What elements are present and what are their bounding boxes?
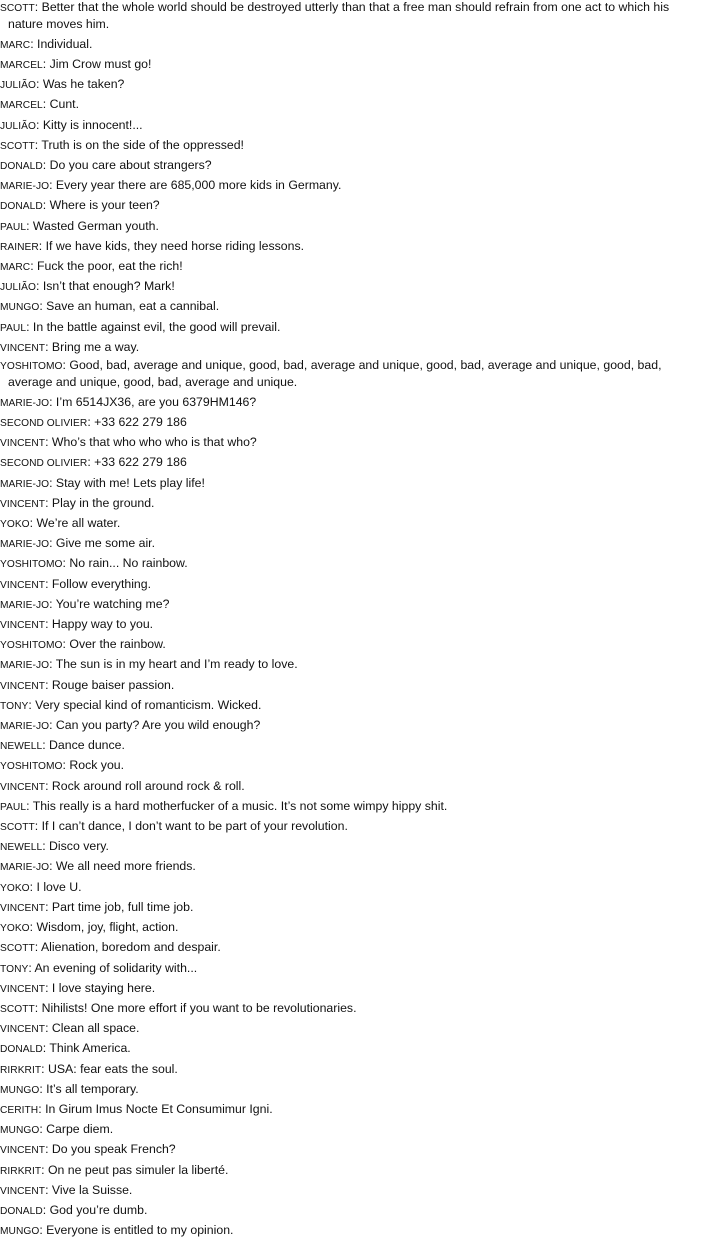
speaker-separator: : xyxy=(49,657,56,672)
speaker-name: JULIÃO xyxy=(0,282,36,294)
dialogue-line xyxy=(0,433,701,453)
speaker-separator: : xyxy=(45,617,52,632)
speaker-name: VINCENT xyxy=(0,1185,46,1197)
dialogue-text: Give me some air. xyxy=(55,536,156,551)
speaker-name: MUNGO xyxy=(0,1226,40,1238)
speaker-separator: : xyxy=(45,1021,52,1036)
dialogue-text: USA: fear eats the soul. xyxy=(47,1061,178,1076)
speaker-name: MARIE-JO xyxy=(0,660,50,672)
dialogue-line xyxy=(0,413,701,433)
speaker-separator: : xyxy=(87,455,95,470)
speaker-separator: : xyxy=(34,1000,42,1015)
dialogue-line xyxy=(0,318,701,338)
speaker-separator: : xyxy=(39,299,47,314)
dialogue-line xyxy=(0,1100,701,1120)
speaker-name: MARCEL xyxy=(0,59,43,71)
speaker-name: MARIE-JO xyxy=(0,397,50,409)
speaker-separator: : xyxy=(35,279,43,294)
speaker-name: VINCENT xyxy=(0,1145,46,1157)
speaker-separator: : xyxy=(42,198,50,213)
speaker-name: VINCENT xyxy=(0,498,46,510)
dialogue-text: Every year there are 685,000 more kids in Germany. xyxy=(55,178,342,193)
dialogue-line xyxy=(0,176,701,196)
speaker-name: SCOTT xyxy=(0,3,35,14)
speaker-separator: : xyxy=(45,980,52,995)
speaker-name: VINCENT xyxy=(0,342,46,354)
dialogue-text: Alienation, boredom and despair. xyxy=(40,940,221,955)
dialogue-line xyxy=(0,0,701,31)
speaker-separator: : xyxy=(45,495,52,510)
dialogue-line xyxy=(0,938,701,958)
speaker-name: DONALD xyxy=(0,161,43,172)
speaker-separator: : xyxy=(41,1061,48,1076)
dialogue-text: Clean all space. xyxy=(51,1021,140,1036)
dialogue-text: An evening of solidarity with... xyxy=(34,960,198,975)
speaker-separator: : xyxy=(38,238,46,253)
dialogue-line xyxy=(0,1120,701,1140)
speaker-name: VINCENT xyxy=(0,438,46,450)
dialogue-text: Better that the whole world should be destroyed utterly than that a free man should refrain from one act to which his nature moves him. xyxy=(8,0,670,31)
dialogue-line xyxy=(0,615,701,635)
dialogue-line xyxy=(0,474,701,494)
speaker-separator: : xyxy=(62,358,70,373)
dialogue-line xyxy=(0,736,701,756)
speaker-separator: : xyxy=(39,1223,47,1238)
dialogue-text: Nihilists! One more effort if you want to be revolutionaries. xyxy=(41,1000,357,1015)
speaker-name: MUNGO xyxy=(0,1084,40,1096)
speaker-separator: : xyxy=(26,798,33,813)
speaker-separator: : xyxy=(42,97,50,112)
speaker-separator: : xyxy=(49,178,56,193)
dialogue-text: You’re watching me? xyxy=(55,596,170,611)
speaker-name: NEWELL xyxy=(0,842,43,854)
dialogue-line xyxy=(0,297,701,317)
dialogue-line xyxy=(0,635,701,655)
speaker-separator: : xyxy=(28,697,36,712)
speaker-separator: : xyxy=(45,778,52,793)
speaker-name: VINCENT xyxy=(0,902,46,914)
dialogue-line xyxy=(0,1201,701,1221)
dialogue-text: On ne peut pas simuler la liberté. xyxy=(47,1162,229,1177)
dialogue-text: Individual. xyxy=(37,36,93,51)
speaker-name: JULIÃO xyxy=(0,120,36,132)
speaker-name: VINCENT xyxy=(0,680,46,692)
speaker-separator: : xyxy=(26,218,33,233)
dialogue-text: Good, bad, average and unique, good, bad, average and unique, good, bad, average and unique, good, bad, average and unique, good, bad, average and unique. xyxy=(8,358,662,389)
dialogue-text: Do you care about strangers? xyxy=(49,158,212,172)
dialogue-text: If we have kids, they need horse riding lessons. xyxy=(45,238,305,253)
speaker-separator: : xyxy=(29,920,37,935)
speaker-name: SECOND OLIVIER xyxy=(0,458,88,470)
dialogue-text: Who’s that who who who is that who? xyxy=(51,435,257,450)
speaker-name: NEWELL xyxy=(0,741,43,753)
speaker-name: MARIE-JO xyxy=(0,181,50,193)
speaker-separator: : xyxy=(29,879,37,894)
dialogue-text: Everyone is entitled to my opinion. xyxy=(46,1223,234,1238)
speaker-separator: : xyxy=(39,1081,47,1096)
dialogue-line xyxy=(0,1221,701,1241)
dialogue-line xyxy=(0,797,701,817)
speaker-separator: : xyxy=(62,637,70,652)
dialogue-text: Follow everything. xyxy=(51,576,152,591)
speaker-separator: : xyxy=(39,1122,47,1137)
dialogue-text: If I can’t dance, I don’t want to be part of your revolution. xyxy=(41,819,348,834)
speaker-name: VINCENT xyxy=(0,579,46,591)
dialogue-text: Wasted German youth. xyxy=(32,218,159,233)
dialogue-line xyxy=(0,918,701,938)
speaker-name: DONALD xyxy=(0,1205,43,1217)
dialogue-line xyxy=(0,655,701,675)
dialogue-line xyxy=(0,277,701,297)
speaker-name: MARC xyxy=(0,262,31,274)
dialogue-text: Isn’t that enough? Mark! xyxy=(42,279,175,294)
speaker-name: TONY xyxy=(0,700,29,712)
speaker-separator: : xyxy=(49,475,56,490)
speaker-name: MARIE-JO xyxy=(0,862,50,874)
dialogue-line xyxy=(0,358,701,389)
dialogue-text: Rock you. xyxy=(69,758,125,773)
speaker-separator: : xyxy=(42,56,50,71)
dialogue-line xyxy=(0,1181,701,1201)
dialogue-line xyxy=(0,393,701,413)
dialogue-text: +33 622 279 186 xyxy=(94,415,187,430)
dialogue-line xyxy=(0,1039,701,1059)
dialogue-text: We all need more friends. xyxy=(55,859,196,874)
speaker-separator: : xyxy=(49,394,56,409)
dialogue-text: In the battle against evil, the good will prevail. xyxy=(32,319,281,334)
speaker-separator: : xyxy=(34,137,42,152)
speaker-name: MARC xyxy=(0,39,31,51)
dialogue-text: Very special kind of romanticism. Wicked. xyxy=(35,697,262,712)
dialogue-text: Truth is on the side of the oppressed! xyxy=(41,137,244,152)
dialogue-text: I’m 6514JX36, are you 6379HM146? xyxy=(55,394,257,409)
speaker-name: RIRKRIT xyxy=(0,1064,42,1076)
dialogue-text: Bring me a way. xyxy=(51,339,140,354)
speaker-name: RIRKRIT xyxy=(0,1165,42,1177)
speaker-separator: : xyxy=(30,36,38,51)
speaker-separator: : xyxy=(29,516,37,531)
speaker-name: MARIE-JO xyxy=(0,599,50,611)
dialogue-text: Carpe diem. xyxy=(46,1122,114,1137)
speaker-separator: : xyxy=(34,0,42,14)
speaker-name: VINCENT xyxy=(0,620,46,632)
speaker-separator: : xyxy=(45,1142,52,1157)
dialogue-line xyxy=(0,257,701,277)
dialogue-line xyxy=(0,338,701,358)
dialogue-line xyxy=(0,1161,701,1181)
speaker-separator: : xyxy=(42,839,50,854)
dialogue-line xyxy=(0,595,701,615)
dialogue-text: I love staying here. xyxy=(51,980,156,995)
speaker-separator: : xyxy=(45,576,52,591)
dialogue-text: Save an human, eat a cannibal. xyxy=(46,299,220,314)
dialogue-text: It’s all temporary. xyxy=(46,1081,139,1096)
dialogue-text: Stay with me! Lets play life! xyxy=(55,475,205,490)
dialogue-line xyxy=(0,554,701,574)
speaker-separator: : xyxy=(42,1202,50,1217)
dialogue-line xyxy=(0,217,701,237)
dialogue-text: In Girum Imus Nocte Et Consumimur Igni. xyxy=(45,1101,273,1116)
dialogue-line xyxy=(0,676,701,696)
speaker-separator: : xyxy=(45,339,52,354)
speaker-separator: : xyxy=(35,117,43,132)
dialogue-text: We’re all water. xyxy=(36,516,121,531)
speaker-separator: : xyxy=(49,536,56,551)
speaker-name: SCOTT xyxy=(0,943,35,955)
dialogue-line xyxy=(0,156,701,176)
dialogue-text: The sun is in my heart and I’m ready to love. xyxy=(55,657,298,672)
dialogue-text: Rock around roll around rock & roll. xyxy=(51,778,245,793)
dialogue-line xyxy=(0,817,701,837)
dialogue-line xyxy=(0,857,701,877)
dialogue-text: Part time job, full time job. xyxy=(51,899,194,914)
dialogue-text: +33 622 279 186 xyxy=(94,455,187,470)
speaker-name: VINCENT xyxy=(0,781,46,793)
dialogue-line xyxy=(0,136,701,156)
speaker-separator: : xyxy=(45,1182,52,1197)
speaker-name: TONY xyxy=(0,963,29,975)
dialogue-line xyxy=(0,55,701,75)
dialogue-text: Rouge baiser passion. xyxy=(51,677,175,692)
dialogue-line xyxy=(0,196,701,216)
speaker-name: MARCEL xyxy=(0,100,43,112)
dialogue-line xyxy=(0,756,701,776)
speaker-name: DONALD xyxy=(0,1044,43,1056)
dialogue-text: God you’re dumb. xyxy=(49,1202,148,1217)
speaker-separator: : xyxy=(42,738,50,753)
speaker-name: RAINER xyxy=(0,241,39,253)
dialogue-line xyxy=(0,95,701,115)
speaker-separator: : xyxy=(45,899,52,914)
dialogue-line xyxy=(0,237,701,257)
speaker-separator: : xyxy=(34,819,42,834)
dialogue-line xyxy=(0,959,701,979)
speaker-separator: : xyxy=(49,859,56,874)
speaker-separator: : xyxy=(49,718,56,733)
speaker-separator: : xyxy=(45,435,52,450)
dialogue-line xyxy=(0,716,701,736)
dialogue-text: Over the rainbow. xyxy=(69,637,166,652)
speaker-name: VINCENT xyxy=(0,983,46,995)
speaker-name: YOKO xyxy=(0,923,30,935)
speaker-name: YOSHITOMO xyxy=(0,559,63,571)
speaker-name: VINCENT xyxy=(0,1024,46,1036)
speaker-name: SECOND OLIVIER xyxy=(0,418,88,430)
dialogue-line xyxy=(0,878,701,898)
dialogue-line xyxy=(0,514,701,534)
dialogue-text: Dance dunce. xyxy=(49,738,125,753)
dialogue-line xyxy=(0,979,701,999)
speaker-name: SCOTT xyxy=(0,140,35,152)
speaker-name: MARIE-JO xyxy=(0,721,50,733)
speaker-separator: : xyxy=(87,415,95,430)
dialogue-text: Can you party? Are you wild enough? xyxy=(55,718,261,733)
dialogue-line xyxy=(0,75,701,95)
speaker-separator: : xyxy=(42,158,50,172)
speaker-name: PAUL xyxy=(0,801,27,813)
dialogue-line xyxy=(0,116,701,136)
dialogue-text: Fuck the poor, eat the rich! xyxy=(37,259,183,274)
dialogue-line xyxy=(0,898,701,918)
dialogue-line xyxy=(0,494,701,514)
speaker-separator: : xyxy=(38,1101,46,1116)
dialogue-line xyxy=(0,35,701,55)
dialogue-text: Play in the ground. xyxy=(51,495,155,510)
dialogue-text: Disco very. xyxy=(49,839,109,854)
speaker-name: PAUL xyxy=(0,221,27,233)
dialogue-text: This really is a hard motherfucker of a music. It’s not some wimpy hippy shit. xyxy=(32,798,448,813)
dialogue-line xyxy=(0,1080,701,1100)
dialogue-line xyxy=(0,1019,701,1039)
dialogue-line xyxy=(0,696,701,716)
dialogue-line xyxy=(0,453,701,473)
speaker-separator: : xyxy=(30,259,38,274)
speaker-separator: : xyxy=(26,319,33,334)
speaker-name: CERITH xyxy=(0,1104,39,1116)
speaker-name: MUNGO xyxy=(0,1125,40,1137)
dialogue-line xyxy=(0,837,701,857)
speaker-separator: : xyxy=(35,77,43,92)
speaker-separator: : xyxy=(28,960,35,975)
dialogue-text: Cunt. xyxy=(49,97,80,112)
speaker-separator: : xyxy=(41,1162,48,1177)
speaker-name: SCOTT xyxy=(0,1003,35,1015)
dialogue-text: Jim Crow must go! xyxy=(49,56,152,71)
speaker-name: YOSHITOMO xyxy=(0,361,63,373)
speaker-name: MUNGO xyxy=(0,302,40,314)
dialogue-text: Kitty is innocent!... xyxy=(42,117,143,132)
speaker-separator: : xyxy=(42,1041,50,1056)
dialogue-line xyxy=(0,999,701,1019)
dialogue-text: Where is your teen? xyxy=(49,198,160,213)
speaker-separator: : xyxy=(62,758,70,773)
speaker-name: YOKO xyxy=(0,519,30,531)
speaker-name: SCOTT xyxy=(0,822,35,834)
speaker-separator: : xyxy=(34,940,41,955)
speaker-name: JULIÃO xyxy=(0,80,36,92)
dialogue-line xyxy=(0,534,701,554)
speaker-name: MARIE-JO xyxy=(0,478,50,490)
dialogue-text: Vive la Suisse. xyxy=(51,1182,133,1197)
speaker-separator: : xyxy=(45,677,52,692)
dialogue-text: Was he taken? xyxy=(42,77,125,92)
speaker-name: YOKO xyxy=(0,882,30,894)
speaker-name: DONALD xyxy=(0,201,43,213)
speaker-separator: : xyxy=(49,596,56,611)
dialogue-text: Think America. xyxy=(49,1041,131,1056)
dialogue-line xyxy=(0,1060,701,1080)
dialogue-line xyxy=(0,575,701,595)
speaker-name: YOSHITOMO xyxy=(0,761,63,773)
speaker-name: YOSHITOMO xyxy=(0,640,63,652)
dialogue-text: I love U. xyxy=(36,879,82,894)
dialogue-text: Happy way to you. xyxy=(51,617,154,632)
dialogue-text: Do you speak French? xyxy=(51,1142,176,1157)
dialogue-line xyxy=(0,777,701,797)
speaker-separator: : xyxy=(62,556,70,571)
speaker-name: MARIE-JO xyxy=(0,539,50,551)
speaker-name: PAUL xyxy=(0,322,27,334)
dialogue-text: No rain... No rainbow. xyxy=(69,556,188,571)
dialogue-text: Wisdom, joy, flight, action. xyxy=(36,920,179,935)
dialogue-line xyxy=(0,1140,701,1160)
